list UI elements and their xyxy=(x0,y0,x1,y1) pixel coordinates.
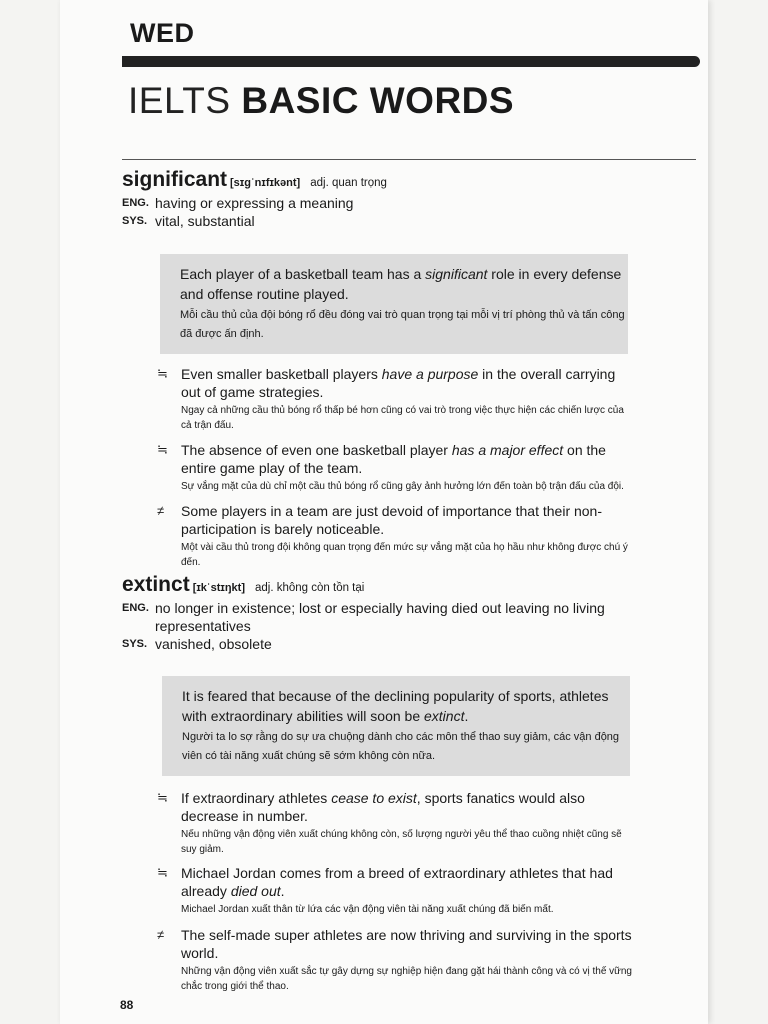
example-vietnamese: Những vận động viên xuất sắc tự gây dựng sự nghiệp hiện đang gặt hái thành công và có vị thế vững chắc trong giới thể thao. xyxy=(181,966,632,992)
text-part: . xyxy=(464,708,469,724)
text-part: It is feared that because of the declining popularity of sports, athletes with extraordinary abilities will soon be xyxy=(182,688,609,724)
example-english xyxy=(181,502,635,538)
text-part: The absence of even one basketball player xyxy=(181,442,452,458)
example-vietnamese: Ngay cả những cầu thủ bóng rổ thấp bé hơn cũng có vai trò trong việc thực hiện các chiến lược của cả trận đấu. xyxy=(181,405,624,431)
eng-tag: ENG. xyxy=(122,602,149,614)
example-vietnamese: Nếu những vận động viên xuất chúng không còn, số lượng người yêu thể thao cuồng nhiệt cũng sẽ suy giảm. xyxy=(181,829,622,855)
example-english xyxy=(181,365,635,401)
text-part: If extraordinary athletes xyxy=(181,790,332,806)
example-item xyxy=(157,365,635,433)
example-box-vietnamese: Mỗi cầu thủ của đội bóng rổ đều đóng vai trò quan trọng tại mỗi vị trí phòng thủ và tấn công đã được ấn định. xyxy=(180,309,625,340)
text-part: in the overall carrying out of game strategies. xyxy=(181,366,616,400)
example-vietnamese: Một vài cầu thủ trong đội không quan trọng đến mức sự vắng mặt của họ hầu như không được chú ý đến. xyxy=(181,542,628,568)
text-part: in the sports world. xyxy=(181,927,632,961)
text-part: . xyxy=(280,883,285,899)
headword-line xyxy=(122,168,642,192)
sys-tag: SYS. xyxy=(122,215,148,227)
eng-definition xyxy=(122,194,642,212)
example-vietnamese: Sự vắng mặt của dù chỉ một cầu thủ bóng rổ cũng gây ảnh hưởng lớn đến toàn bộ trận đấu của đội. xyxy=(181,481,624,492)
emphasis: significant xyxy=(425,266,488,282)
sys-text: vital, substantial xyxy=(155,213,255,229)
similar-symbol-icon: ≒ xyxy=(157,865,168,880)
page-number: 88 xyxy=(120,998,134,1012)
opposite-symbol-icon: ≠ xyxy=(157,927,165,942)
emphasis: died out xyxy=(230,883,281,899)
entry-extinct xyxy=(122,573,642,653)
sys-synonyms xyxy=(122,635,642,653)
example-english xyxy=(181,789,635,825)
example-box xyxy=(162,676,630,776)
example-english xyxy=(181,441,635,477)
headword: extinct xyxy=(122,573,190,596)
phonetic: [sɪgˈnɪfɪkənt] xyxy=(230,177,301,189)
page-title xyxy=(128,80,514,122)
similar-symbol-icon: ≒ xyxy=(157,366,168,381)
part-of-speech: adj. không còn tồn tại xyxy=(255,582,365,594)
phonetic: [ɪkˈstɪŋkt] xyxy=(192,582,245,594)
title-bold: BASIC WORDS xyxy=(241,80,515,121)
opposite-symbol-icon: ≠ xyxy=(157,503,165,518)
sys-synonyms xyxy=(122,212,642,230)
text-part: Each player of a basketball team has a xyxy=(180,266,426,282)
eng-definition xyxy=(122,599,642,635)
example-box xyxy=(160,254,628,354)
text-part: that their non-participation is barely noticeable. xyxy=(181,503,603,537)
title-light: IELTS xyxy=(128,80,242,121)
sys-text: vanished, obsolete xyxy=(155,636,272,652)
text-part: Even smaller basketball players xyxy=(181,366,382,382)
header-bar xyxy=(122,56,700,67)
example-item xyxy=(157,864,635,917)
emphasis: devoid of importance xyxy=(381,503,512,519)
example-box-english xyxy=(180,264,628,304)
emphasis: extinct xyxy=(424,708,465,724)
similar-symbol-icon: ≒ xyxy=(157,442,168,457)
emphasis: thriving and surviving xyxy=(419,927,552,943)
emphasis: has a major effect xyxy=(451,442,564,458)
text-part: The self-made super athletes are now xyxy=(181,927,420,943)
sys-tag: SYS. xyxy=(122,638,148,650)
day-label: WED xyxy=(130,18,195,48)
text-part: on the entire game play of the team. xyxy=(181,442,606,476)
eng-text: no longer in existence; lost or especially having died out leaving no living representatives xyxy=(155,600,605,634)
entry-significant xyxy=(122,168,642,230)
text-part: Some players in a team are just xyxy=(181,503,382,519)
emphasis: cease to exist xyxy=(331,790,417,806)
example-vietnamese: Michael Jordan xuất thân từ lứa các vận động viên tài năng xuất chúng đã biến mất. xyxy=(181,904,554,915)
text-part: Michael Jordan comes from a breed of extraordinary athletes that had already xyxy=(181,865,613,899)
eng-text: having or expressing a meaning xyxy=(155,195,354,211)
emphasis: have a purpose xyxy=(381,366,479,382)
example-box-english xyxy=(182,686,630,726)
similar-symbol-icon: ≒ xyxy=(157,790,168,805)
text-part: role in every defense and offense routine played. xyxy=(180,266,622,302)
text-part: , sports fanatics would also decrease in number. xyxy=(181,790,585,824)
example-item xyxy=(157,926,635,994)
example-box-vietnamese: Người ta lo sợ rằng do sự ưa chuộng dành cho các môn thể thao suy giảm, các vận động viên có tài năng xuất chúng sẽ sớm không còn nữa. xyxy=(182,731,620,762)
headword-line xyxy=(122,573,642,597)
eng-tag: ENG. xyxy=(122,197,149,209)
example-item xyxy=(157,441,635,494)
example-item xyxy=(157,502,635,570)
divider xyxy=(122,159,696,160)
example-english xyxy=(181,864,635,900)
example-english xyxy=(181,926,635,962)
example-item xyxy=(157,789,635,857)
headword: significant xyxy=(122,168,228,191)
part-of-speech: adj. quan trọng xyxy=(310,177,387,189)
